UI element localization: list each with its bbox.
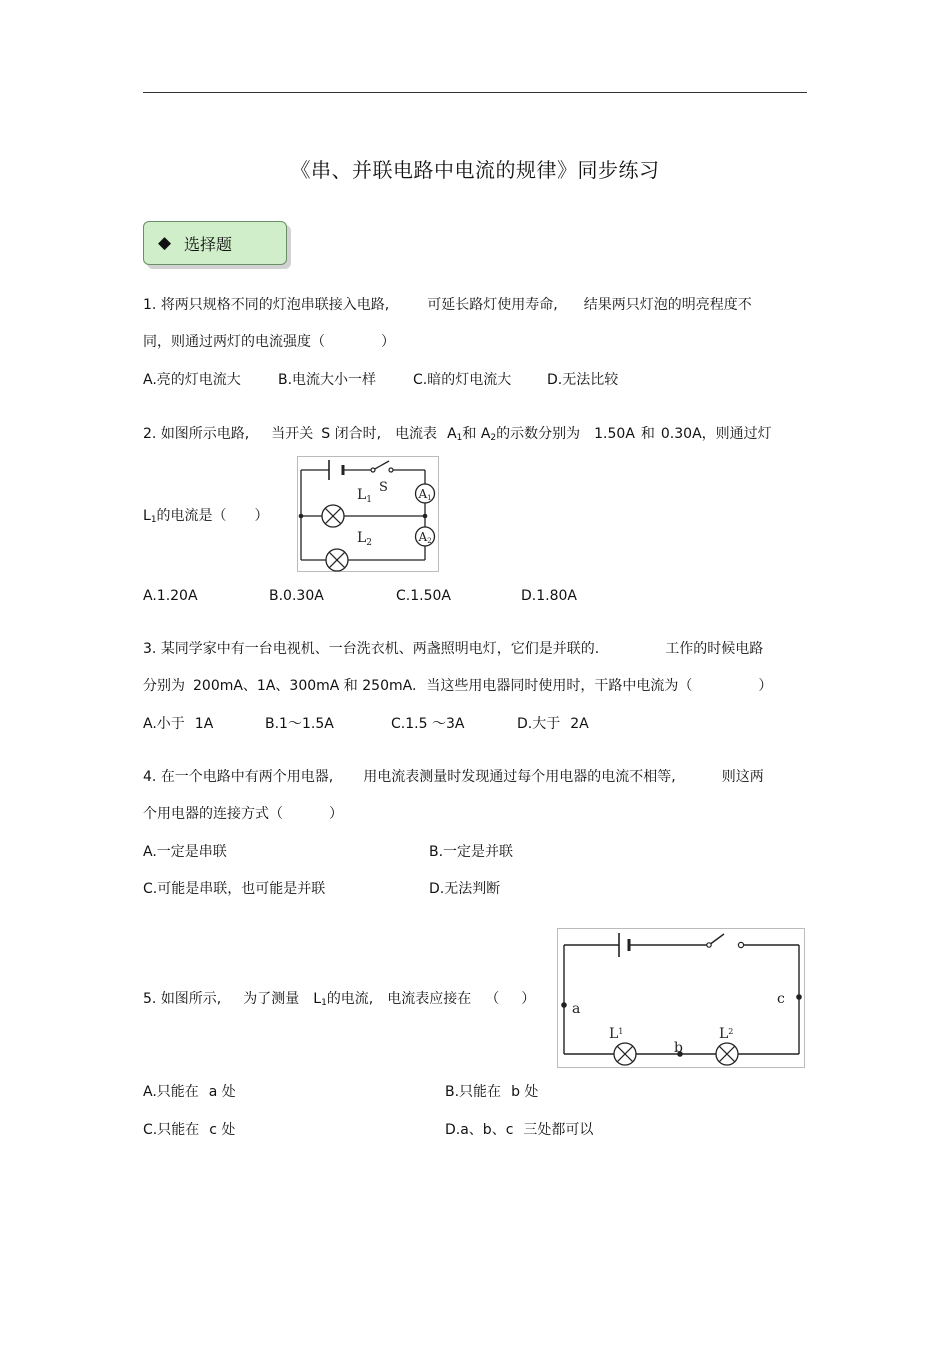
question-5-option-c: C.只能在 c 处 [143, 1122, 236, 1138]
circuit-diagram-2 [297, 456, 439, 572]
question-1-line-1: 1. 将两只规格不同的灯泡串联接入电路, 可延长路灯使用寿命, 结果两只灯泡的明亮程度不 [143, 297, 752, 313]
lamp-2-label: $L^2$ [719, 1026, 734, 1042]
switch-contact-icon [389, 468, 393, 472]
question-3-option-d: D.大于 2A [517, 716, 589, 732]
question-1-option-d: D.无法比较 [547, 372, 619, 388]
point-c-dot [796, 994, 802, 1000]
battery-icon [329, 460, 343, 480]
header-rule [143, 92, 807, 93]
question-3-option-b: B.1～1.5A [265, 716, 334, 732]
point-a-dot [561, 1002, 567, 1008]
question-2-option-c: C.1.50A [396, 588, 451, 604]
question-1-option-c: C.暗的灯电流大 [413, 372, 512, 388]
question-1-option-a: A.亮的灯电流大 [143, 372, 241, 388]
question-3-line-1: 3. 某同学家中有一台电视机、一台洗衣机、两盏照明电灯，它们是并联的. 工作的时候电路 [143, 641, 764, 657]
question-4-option-a: A.一定是串联 [143, 844, 227, 860]
question-5-option-d: D.a、b、c 三处都可以 [445, 1122, 594, 1138]
question-4-line-1: 4. 在一个电路中有两个用电器, 用电流表测量时发现通过每个用电器的电流不相等, 则这两 [143, 769, 764, 785]
question-1-line-2: 同，则通过两灯的电流强度（ ） [143, 334, 395, 350]
section-badge [143, 221, 287, 265]
lamp-1-label: $L^1$ [609, 1026, 624, 1042]
ammeter-icon [416, 527, 435, 546]
ammeter-1-label: A1 [418, 487, 432, 502]
question-5-line-1: 5. 如图所示, 为了测量 $L_1$的电流, 电流表应接在 （ ） [143, 991, 536, 1008]
diamond-icon: ◆ [158, 233, 172, 253]
document-title: 《串、并联电路中电流的规律》同步练习 [290, 158, 660, 182]
question-4-line-2: 个用电器的连接方式（ ） [143, 806, 343, 822]
switch-contact-icon [738, 942, 743, 947]
question-2-line-1: 2. 如图所示电路, 当开关 S 闭合时, 电流表 $A_1$和 $A_2$的示数分别为 1.50A 和 0.30A，则通过灯 [143, 426, 772, 443]
question-3-option-a: A.小于 1A [143, 716, 214, 732]
ammeter-icon [416, 484, 435, 503]
question-2-option-b: B.0.30A [269, 588, 324, 604]
question-4-option-d: D.无法判断 [429, 881, 501, 897]
question-3-line-2: 分别为 200mA、1A、300mA 和 250mA. 当这些用电器同时使用时，干路中电流为（ ） [143, 678, 773, 694]
question-5-option-b: B.只能在 b 处 [445, 1084, 539, 1100]
question-4-option-c: C.可能是串联，也可能是并联 [143, 881, 326, 897]
battery-icon [619, 933, 629, 957]
question-1-option-b: B.电流大小一样 [278, 372, 377, 388]
lamp-icon [326, 549, 348, 571]
circuit-diagram-5 [557, 928, 805, 1068]
question-3-option-c: C.1.5 ～3A [391, 716, 465, 732]
lamp-icon [716, 1043, 738, 1065]
question-2-line-2: $L_1$的电流是（ ） [143, 508, 269, 525]
section-label: 选择题 [184, 235, 233, 254]
question-2-option-d: D.1.80A [521, 588, 577, 604]
question-5-option-a: A.只能在 a 处 [143, 1084, 236, 1100]
point-a-label: a [572, 1001, 581, 1017]
ammeter-2-label: A2 [418, 530, 432, 545]
question-2-option-a: A.1.20A [143, 588, 198, 604]
lamp-2-label: $L_2$ [357, 530, 373, 548]
switch-contact-icon [371, 468, 375, 472]
lamp-icon [614, 1043, 636, 1065]
point-c-label: c [777, 991, 785, 1007]
switch-contact-icon [707, 943, 711, 947]
switch-label: S [379, 480, 388, 495]
lamp-1-label: $L_1$ [357, 487, 373, 505]
question-4-option-b: B.一定是并联 [429, 844, 514, 860]
point-b-label: b [674, 1040, 683, 1056]
lamp-icon [322, 505, 344, 527]
